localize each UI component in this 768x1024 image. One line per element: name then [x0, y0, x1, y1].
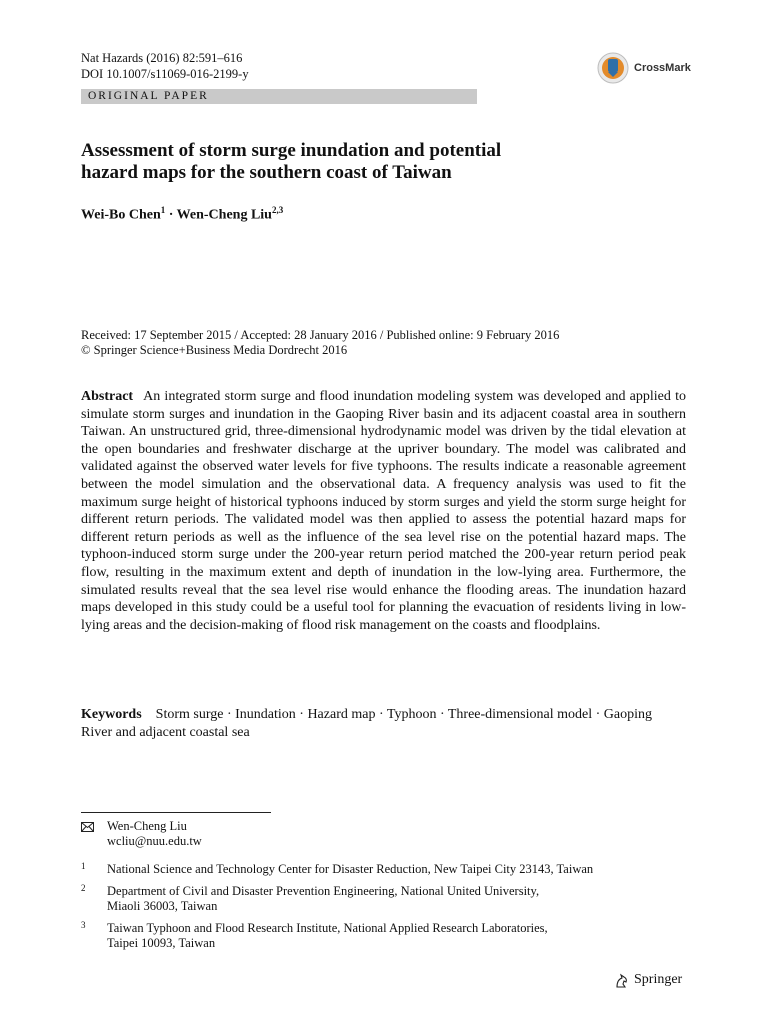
crossmark-icon — [596, 52, 630, 84]
author-separator: · — [165, 207, 177, 223]
crossmark-badge[interactable] — [596, 52, 716, 84]
affiliation-line: Taipei 10093, Taiwan — [107, 936, 216, 950]
footnote-number: 3 — [81, 920, 86, 930]
history-line: Received: 17 September 2015 / Accepted: 28 January 2016 / Published online: 9 February 2016 — [81, 328, 560, 342]
article-type-banner: ORIGINAL PAPER — [81, 89, 477, 104]
journal-line: Nat Hazards (2016) 82:591–616 — [81, 51, 243, 65]
author-name[interactable]: Wei-Bo Chen — [81, 207, 161, 223]
affiliation-line: Taiwan Typhoon and Flood Research Institute, National Applied Research Laboratories, — [107, 921, 548, 935]
publisher-name: Springer — [634, 972, 683, 987]
keywords-text: Storm surge · Inundation · Hazard map · Typhoon · Three-dimensional model · Gaoping River and adjacent coastal sea — [81, 707, 652, 740]
author-list — [81, 205, 283, 224]
copyright-line: © Springer Science+Business Media Dordrecht 2016 — [81, 343, 348, 357]
abstract-text: An integrated storm surge and flood inundation modeling system was developed and applied to simulate storm surges and inundation in the Gaoping River basin and its adjacent coastal area in southern Taiwan. An unstructured grid, three-dimensional hydrodynamic model was driven by the tidal elevation at the open boundaries and freshwater discharge at the upriver boundary. The model was calibrated and validated against the observed water levels for five typhoons. The results indicate a reasonable agreement between the model simulation and the observational data. A frequency analysis was used to fit the maximum surge height of historical typhoons induced by storm surges and yield the storm surge height for different return periods. The validated model was then applied to assess the potential hazard maps for different return periods as well as the influence of the sea level rise on the potential hazard maps. The typhoon-induced storm surge under the 200-year return period matched the 200-year return period peak flow, resulting in the maximum extent and depth of inundation in the low-lying area. Furthermore, the simulated results reveal that the sea level rise would enhance the flooding areas. The inundation hazard maps developed in this study could be a useful tool for planning the evacuation of residents living in low-lying areas and the decision-making of flood risk management on the coasts and floodplains. — [81, 389, 686, 633]
abstract — [81, 388, 686, 634]
affiliation-line: National Science and Technology Center for Disaster Reduction, New Taipei City 23143, Taiwan — [107, 862, 594, 876]
crossmark-label: CrossMark — [634, 62, 691, 74]
title-line-1: Assessment of storm surge inundation and potential — [81, 140, 502, 161]
affiliation-ref: 2,3 — [271, 205, 284, 215]
affiliation-ref: 1 — [160, 205, 166, 215]
abstract-heading: Abstract — [81, 389, 134, 404]
footnote-number: 1 — [81, 861, 86, 871]
footnote-divider — [81, 812, 271, 813]
keywords-heading: Keywords — [81, 707, 142, 722]
paper-title — [81, 140, 641, 184]
publication-dates — [81, 328, 559, 358]
affiliation-line: Department of Civil and Disaster Prevention Engineering, National United University, — [107, 884, 540, 898]
keywords — [81, 706, 686, 741]
contact-email[interactable]: wcliu@nuu.edu.tw — [107, 834, 202, 848]
journal-citation — [81, 50, 249, 82]
doi-line: DOI 10.1007/s11069-016-2199-y — [81, 67, 249, 81]
contact-name: Wen-Cheng Liu — [107, 819, 187, 833]
envelope-icon — [81, 822, 94, 832]
title-line-2: hazard maps for the southern coast of Taiwan — [81, 162, 452, 183]
author-name[interactable]: Wen-Cheng Liu — [176, 207, 272, 223]
springer-horse-icon — [614, 973, 630, 989]
footnote-number: 2 — [81, 883, 86, 893]
affiliation-line: Miaoli 36003, Taiwan — [107, 899, 218, 913]
